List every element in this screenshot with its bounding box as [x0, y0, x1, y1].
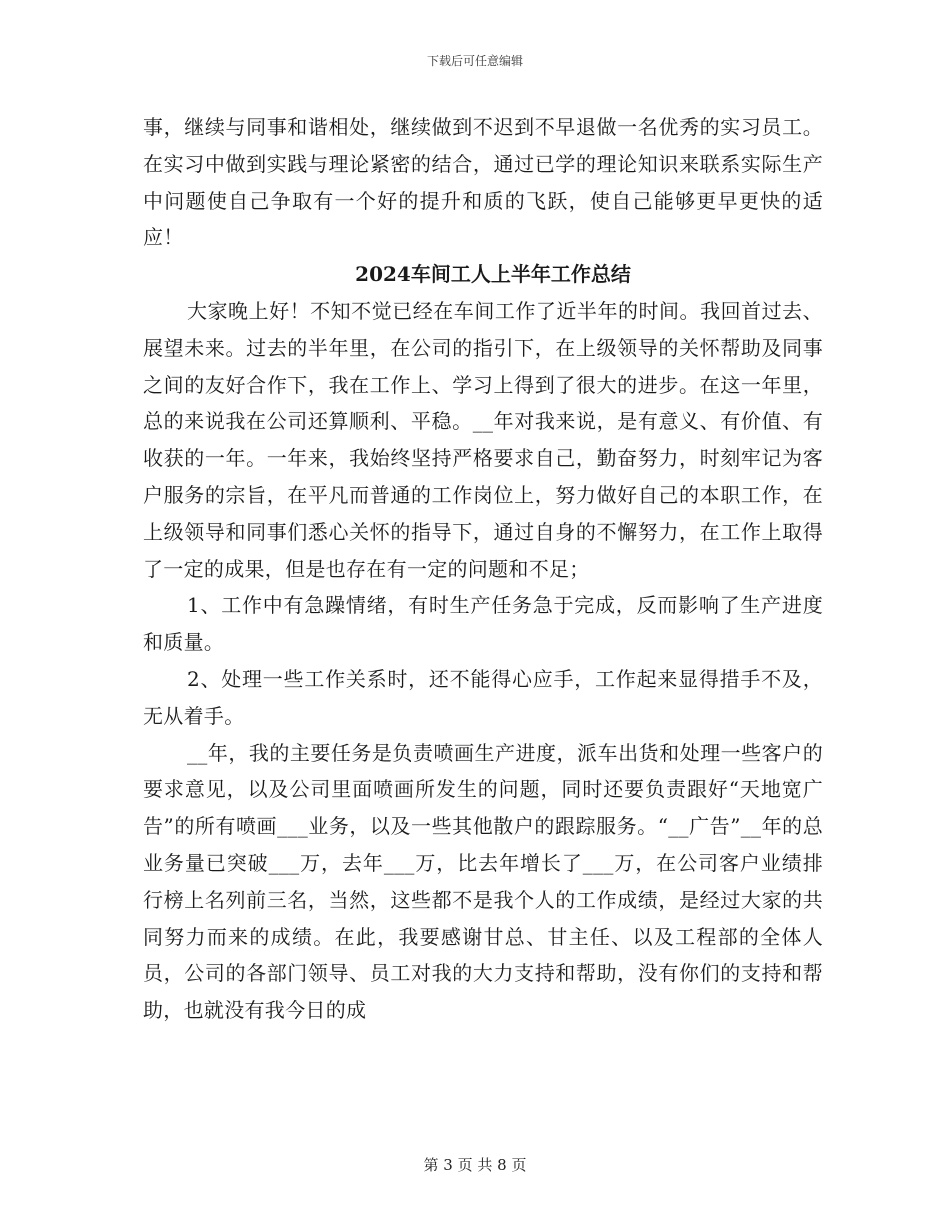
page-number: 第 3 页 共 8 页: [423, 1156, 527, 1174]
paragraph-issue-2: 2、处理一些工作关系时，还不能得心应手，工作起来显得措手不及，无从着手。: [143, 666, 823, 728]
paragraph-issue-1: 1、工作中有急躁情绪，有时生产任务急于完成，反而影响了生产进度和质量。: [143, 593, 823, 655]
page-header: 下载后可任意编辑: [426, 54, 523, 68]
document-body: [143, 109, 823, 1029]
document-title: 2024车间工人上半年工作总结: [355, 262, 631, 287]
paragraph-intro: 大家晚上好！不知不觉已经在车间工作了近半年的时间。我回首过去、展望未来。过去的半年里，在公司的指引下，在上级领导的关怀帮助及同事之间的友好合作下，我在工作上、学习上得到了很大的进步。在这一年里，总的来说我在公司还算顺利、平稳。__年对我来说，是有意义、有价值、有收获的一年。一年来，我始终坚持严格要求自己，勤奋努力，时刻牢记为客户服务的宗旨，在平凡而普通的工作岗位上，努力做好自己的本职工作，在上级领导和同事们悉心关怀的指导下，通过自身的不懈努力，在工作上取得了一定的成果，但是也存在有一定的问题和不足；: [143, 298, 823, 581]
paragraph-main-tasks: __年，我的主要任务是负责喷画生产进度，派车出货和处理一些客户的要求意见，以及公司里面喷画所发生的问题，同时还要负责跟好“天地宽广告”的所有喷画___业务，以及一些其他散户的跟踪服务。“__广告”__年的总业务量已突破___万，去年___万，比去年增长了___万，在公司客户业绩排行榜上名列前三名，当然，这些都不是我个人的工作成绩，是经过大家的共同努力而来的成绩。在此，我要感谢甘总、甘主任、以及工程部的全体人员，公司的各部门领导、员工对我的大力支持和帮助，没有你们的支持和帮助，也就没有我今日的成: [143, 740, 823, 1023]
paragraph-continued: 事，继续与同事和谐相处，继续做到不迟到不早退做一名优秀的实习员工。在实习中做到实践与理论紧密的结合，通过已学的理论知识来联系实际生产中问题使自己争取有一个好的提升和质的飞跃，使自己能够更早更快的适应！: [143, 115, 823, 250]
